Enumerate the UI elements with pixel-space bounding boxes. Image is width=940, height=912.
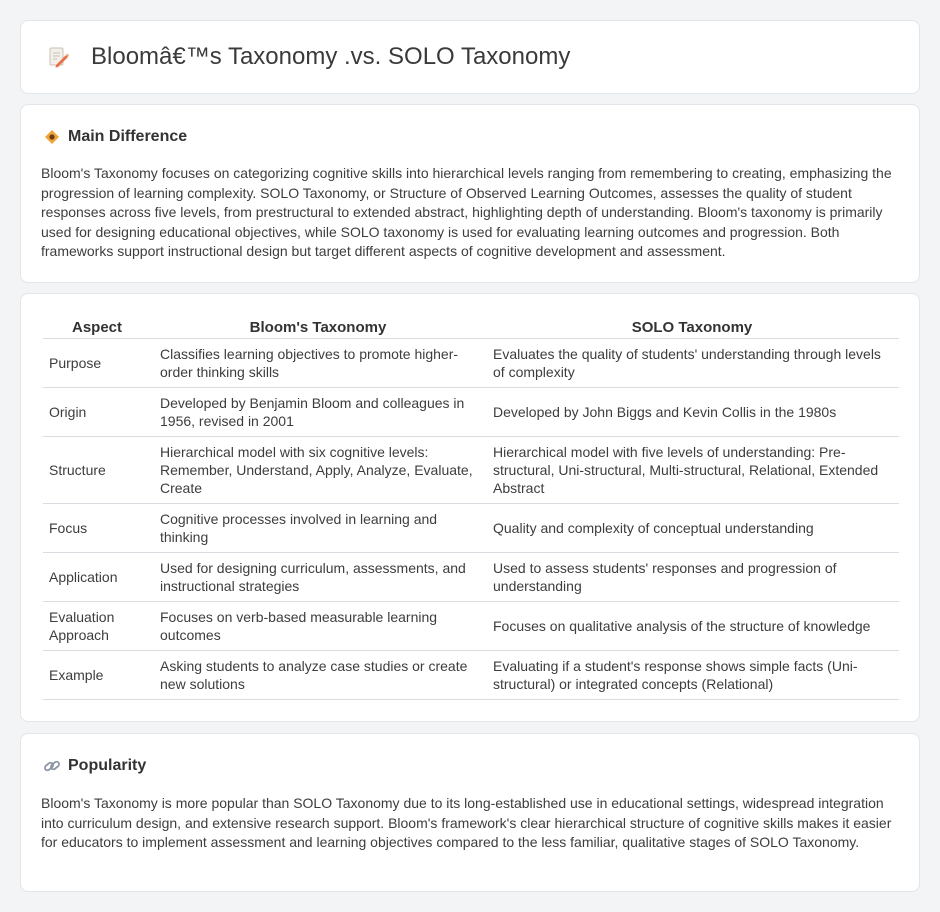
main-difference-card: [20, 104, 920, 283]
cell-solo: Quality and complexity of conceptual understanding: [485, 503, 899, 552]
header-solo: SOLO Taxonomy: [485, 314, 899, 338]
cell-bloom: Used for designing curriculum, assessments, and instructional strategies: [151, 552, 485, 601]
table-row: [43, 387, 899, 436]
table-row: [43, 436, 899, 503]
main-difference-heading: Main Difference: [68, 128, 188, 145]
cell-solo: Evaluating if a student's response shows simple facts (Uni-structural) or integrated concepts (Relational): [485, 650, 899, 699]
table-header-row: [43, 314, 899, 338]
cell-solo: Focuses on qualitative analysis of the structure of knowledge: [485, 601, 899, 650]
table-row: [43, 601, 899, 650]
cell-solo: Evaluates the quality of students' understanding through levels of complexity: [485, 338, 899, 387]
cell-bloom: Classifies learning objectives to promote higher-order thinking skills: [151, 338, 485, 387]
page-title: Bloomâ€™s Taxonomy .vs. SOLO Taxonomy: [91, 43, 571, 70]
main-difference-text: Bloom's Taxonomy focuses on categorizing cognitive skills into hierarchical levels ranging from remembering to creating, emphasizing the progression of learning complexity. SOLO Taxonomy, or Structure of Observed Learning Outcomes, assesses the quality of student responses across five levels, from prestructural to extended abstract, highlighting depth of understanding. Bloom's taxonomy is primarily used for designing educational objectives, while SOLO taxonomy is used for evaluating learning outcomes and progression. Both frameworks support instructional design but target different aspects of cognitive development and assessment.: [41, 165, 892, 260]
cell-aspect: Focus: [43, 503, 151, 552]
table-row: [43, 650, 899, 699]
header-bloom: Bloom's Taxonomy: [151, 314, 485, 338]
comparison-table: [43, 314, 899, 700]
cell-bloom: Developed by Benjamin Bloom and colleagues in 1956, revised in 2001: [151, 387, 485, 436]
table-row: [43, 552, 899, 601]
popularity-text: Bloom's Taxonomy is more popular than SOLO Taxonomy due to its long-established use in educational settings, widespread integration into curriculum design, and extensive research support. Bloom's framework's clear hierarchical structure of cognitive skills makes it easier for educators to implement assessment and learning objectives compared to the less familiar, qualitative stages of SOLO Taxonomy.: [41, 795, 892, 851]
popularity-heading: Popularity: [68, 757, 147, 774]
link-icon: [43, 757, 61, 775]
comparison-card: [20, 293, 920, 722]
pencil-memo-icon: [47, 46, 69, 68]
cell-bloom: Hierarchical model with six cognitive levels: Remember, Understand, Apply, Analyze, Evaluate, Create: [151, 436, 485, 503]
cell-aspect: Purpose: [43, 338, 151, 387]
table-row: [43, 338, 899, 387]
diamond-bullet-icon: [43, 128, 61, 146]
table-row: [43, 503, 899, 552]
cell-solo: Developed by John Biggs and Kevin Collis in the 1980s: [485, 387, 899, 436]
cell-bloom: Asking students to analyze case studies or create new solutions: [151, 650, 485, 699]
cell-aspect: Application: [43, 552, 151, 601]
header-aspect: Aspect: [43, 314, 151, 338]
cell-aspect: Structure: [43, 436, 151, 503]
cell-bloom: Cognitive processes involved in learning and thinking: [151, 503, 485, 552]
cell-solo: Hierarchical model with five levels of understanding: Pre-structural, Uni-structural, Multi-structural, Relational, Extended Abstract: [485, 436, 899, 503]
cell-aspect: Example: [43, 650, 151, 699]
cell-aspect: Origin: [43, 387, 151, 436]
cell-aspect: Evaluation Approach: [43, 601, 151, 650]
popularity-card: [20, 733, 920, 892]
cell-bloom: Focuses on verb-based measurable learning outcomes: [151, 601, 485, 650]
title-card: [20, 20, 920, 94]
cell-solo: Used to assess students' responses and progression of understanding: [485, 552, 899, 601]
